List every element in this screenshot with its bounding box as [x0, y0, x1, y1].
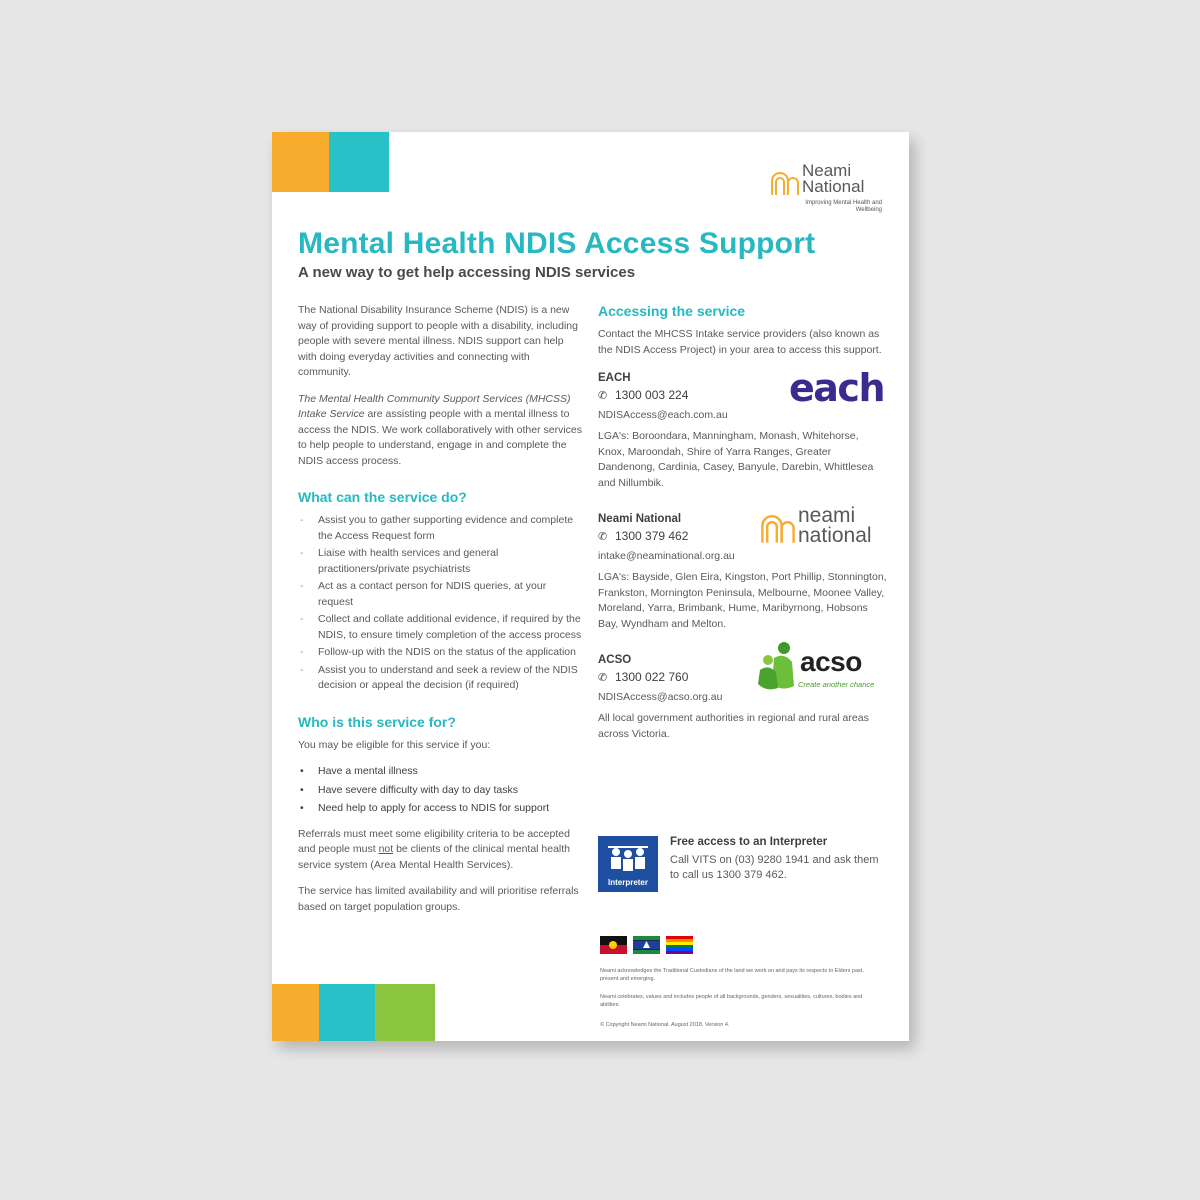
mhcss-service-name: The Mental Health Community Support Services (MHCSS) Intake Service [298, 392, 571, 420]
phone-number: 1300 022 760 [615, 670, 689, 684]
page-subtitle: A new way to get help accessing NDIS services [298, 264, 636, 281]
org-lga: LGA's: Bayside, Glen Eira, Kingston, Port Phillip, Stonnington, Frankston, Mornington Peninsula, Melbourne, Moonee Valley, Moreland, Yarra, Brimbank, Hume, Maribyrnong, Hobsons Bay, Wyndham and Melton. [598, 571, 887, 630]
acso-figures-icon [756, 640, 798, 692]
referrals-text-a: Referrals must meet some eligibility criteria to be accepted and people must [298, 827, 570, 855]
interpreter-badge-label: Interpreter [607, 878, 648, 887]
referrals-not: not [378, 843, 394, 855]
what-heading: What can the service do? [298, 489, 467, 505]
flyer-page [272, 132, 909, 1041]
torres-strait-flag-icon [633, 936, 660, 954]
interpreter-box [598, 836, 888, 892]
list-item: • Need help to apply for access to NDIS for support [298, 801, 583, 817]
list-item: - Collect and collate additional evidence, if required by the NDIS, to ensure timely completion of the access process [298, 612, 583, 643]
org-neami [598, 504, 888, 632]
who-list [298, 764, 583, 817]
list-item: - Liaise with health services and general practitioners/private psychiatrists [298, 546, 583, 577]
decor-teal-square [329, 132, 389, 192]
what-list [298, 513, 583, 694]
page-title: Mental Health NDIS Access Support [298, 227, 816, 260]
org-lga: LGA's: Boroondara, Manningham, Monash, Whitehorse, Knox, Maroondah, Shire of Yarra Ranges, Greater Dandenong, Cardinia, Casey, Banyule, Darebin, Whittlesea and Nillumbik. [598, 430, 874, 489]
interpreter-icon [598, 840, 658, 880]
copyright-text: © Copyright Neami National. August 2018. Version 4. [600, 1022, 730, 1028]
acso-wordmark: acso [800, 646, 862, 677]
org-name: ACSO [598, 654, 632, 666]
list-item: • Have a mental illness [298, 764, 583, 780]
logo-word-national: national [798, 524, 872, 547]
who-intro: You may be eligible for this service if you: [298, 738, 491, 751]
org-lga: All local government authorities in regional and rural areas across Victoria. [598, 712, 869, 740]
who-heading: Who is this service for? [298, 713, 456, 730]
org-each [598, 366, 888, 491]
org-email[interactable]: NDISAccess@each.com.au [598, 409, 728, 421]
logo-word-national: National [802, 177, 865, 196]
intro-paragraph: The National Disability Insurance Scheme (NDIS) is a new way of providing support to people with a disability, including people with severe mental illness. NDIS support can help with doing everyday activities and connecting with community. [298, 304, 578, 378]
org-name: EACH [598, 372, 631, 384]
access-paragraph: Contact the MHCSS Intake service providers (also known as the NDIS Access Project) in your area to access this support. [598, 328, 882, 356]
neami-national-logo [770, 162, 890, 218]
neami-national-logo-small [760, 505, 886, 551]
arch-logo-icon [770, 169, 800, 195]
list-item: • Have severe difficulty with day to day tasks [298, 783, 583, 799]
right-column [598, 303, 888, 754]
aboriginal-flag-icon [600, 936, 627, 954]
decor-teal-square [319, 984, 375, 1041]
decor-orange-square [272, 984, 319, 1041]
acso-logo [756, 640, 878, 696]
availability-paragraph: The service has limited availability and will prioritise referrals based on target population groups. [298, 885, 579, 913]
phone-number: 1300 379 462 [615, 529, 689, 543]
acknowledgement-text: Neami acknowledges the Traditional Custodians of the land we work on and pays its respects to Elders past, present and emerging. [600, 968, 864, 982]
list-item: - Assist you to gather supporting evidence and complete the Access Request form [298, 513, 583, 544]
inclusion-text: Neami celebrates, values and includes people of all backgrounds, genders, sexualities, cultures, bodies and abilities. [600, 994, 863, 1008]
list-item: - Follow-up with the NDIS on the status of the application [298, 645, 583, 661]
list-item: - Assist you to understand and seek a review of the NDIS decision or appeal the decision (if required) [298, 663, 583, 694]
org-email[interactable]: NDISAccess@acso.org.au [598, 691, 723, 703]
org-email[interactable]: intake@neaminational.org.au [598, 550, 735, 562]
referrals-paragraph [298, 827, 583, 874]
logo-tagline: Improving Mental Health and Wellbeing [805, 200, 882, 213]
mhcss-description: are assisting people with a mental illness to access the NDIS. We work collaboratively with other services to help people to understand, engage in and complete the NDIS access process. [298, 408, 582, 467]
interpreter-badge [598, 836, 658, 892]
decor-green-square [375, 984, 435, 1041]
acso-tagline: Create another chance [798, 680, 875, 689]
decor-orange-square [272, 132, 329, 192]
org-name: Neami National [598, 513, 682, 525]
phone-number: 1300 003 224 [615, 388, 689, 402]
logo-word-neami: Neami [802, 161, 852, 180]
flags-row [600, 936, 693, 954]
each-logo: each [789, 366, 884, 410]
phone-icon: ✆ [598, 530, 608, 543]
arch-logo-icon [760, 509, 796, 545]
interpreter-title: Free access to an Interpreter [670, 836, 828, 848]
referrals-text-b: be clients of the clinical mental health service system (Area Mental Health Services). [298, 843, 571, 871]
rainbow-flag-icon [666, 936, 693, 954]
mhcss-paragraph [298, 392, 583, 470]
access-heading: Accessing the service [598, 303, 746, 319]
phone-icon: ✆ [598, 389, 608, 402]
phone-icon: ✆ [598, 671, 608, 684]
logo-word-neami: neami [798, 504, 856, 527]
interpreter-text [670, 836, 880, 883]
org-acso [598, 646, 888, 742]
left-column [298, 303, 583, 926]
interpreter-body: Call VITS on (03) 9280 1941 and ask them to call us 1300 379 462. [670, 854, 879, 881]
list-item: - Act as a contact person for NDIS queries, at your request [298, 579, 583, 610]
